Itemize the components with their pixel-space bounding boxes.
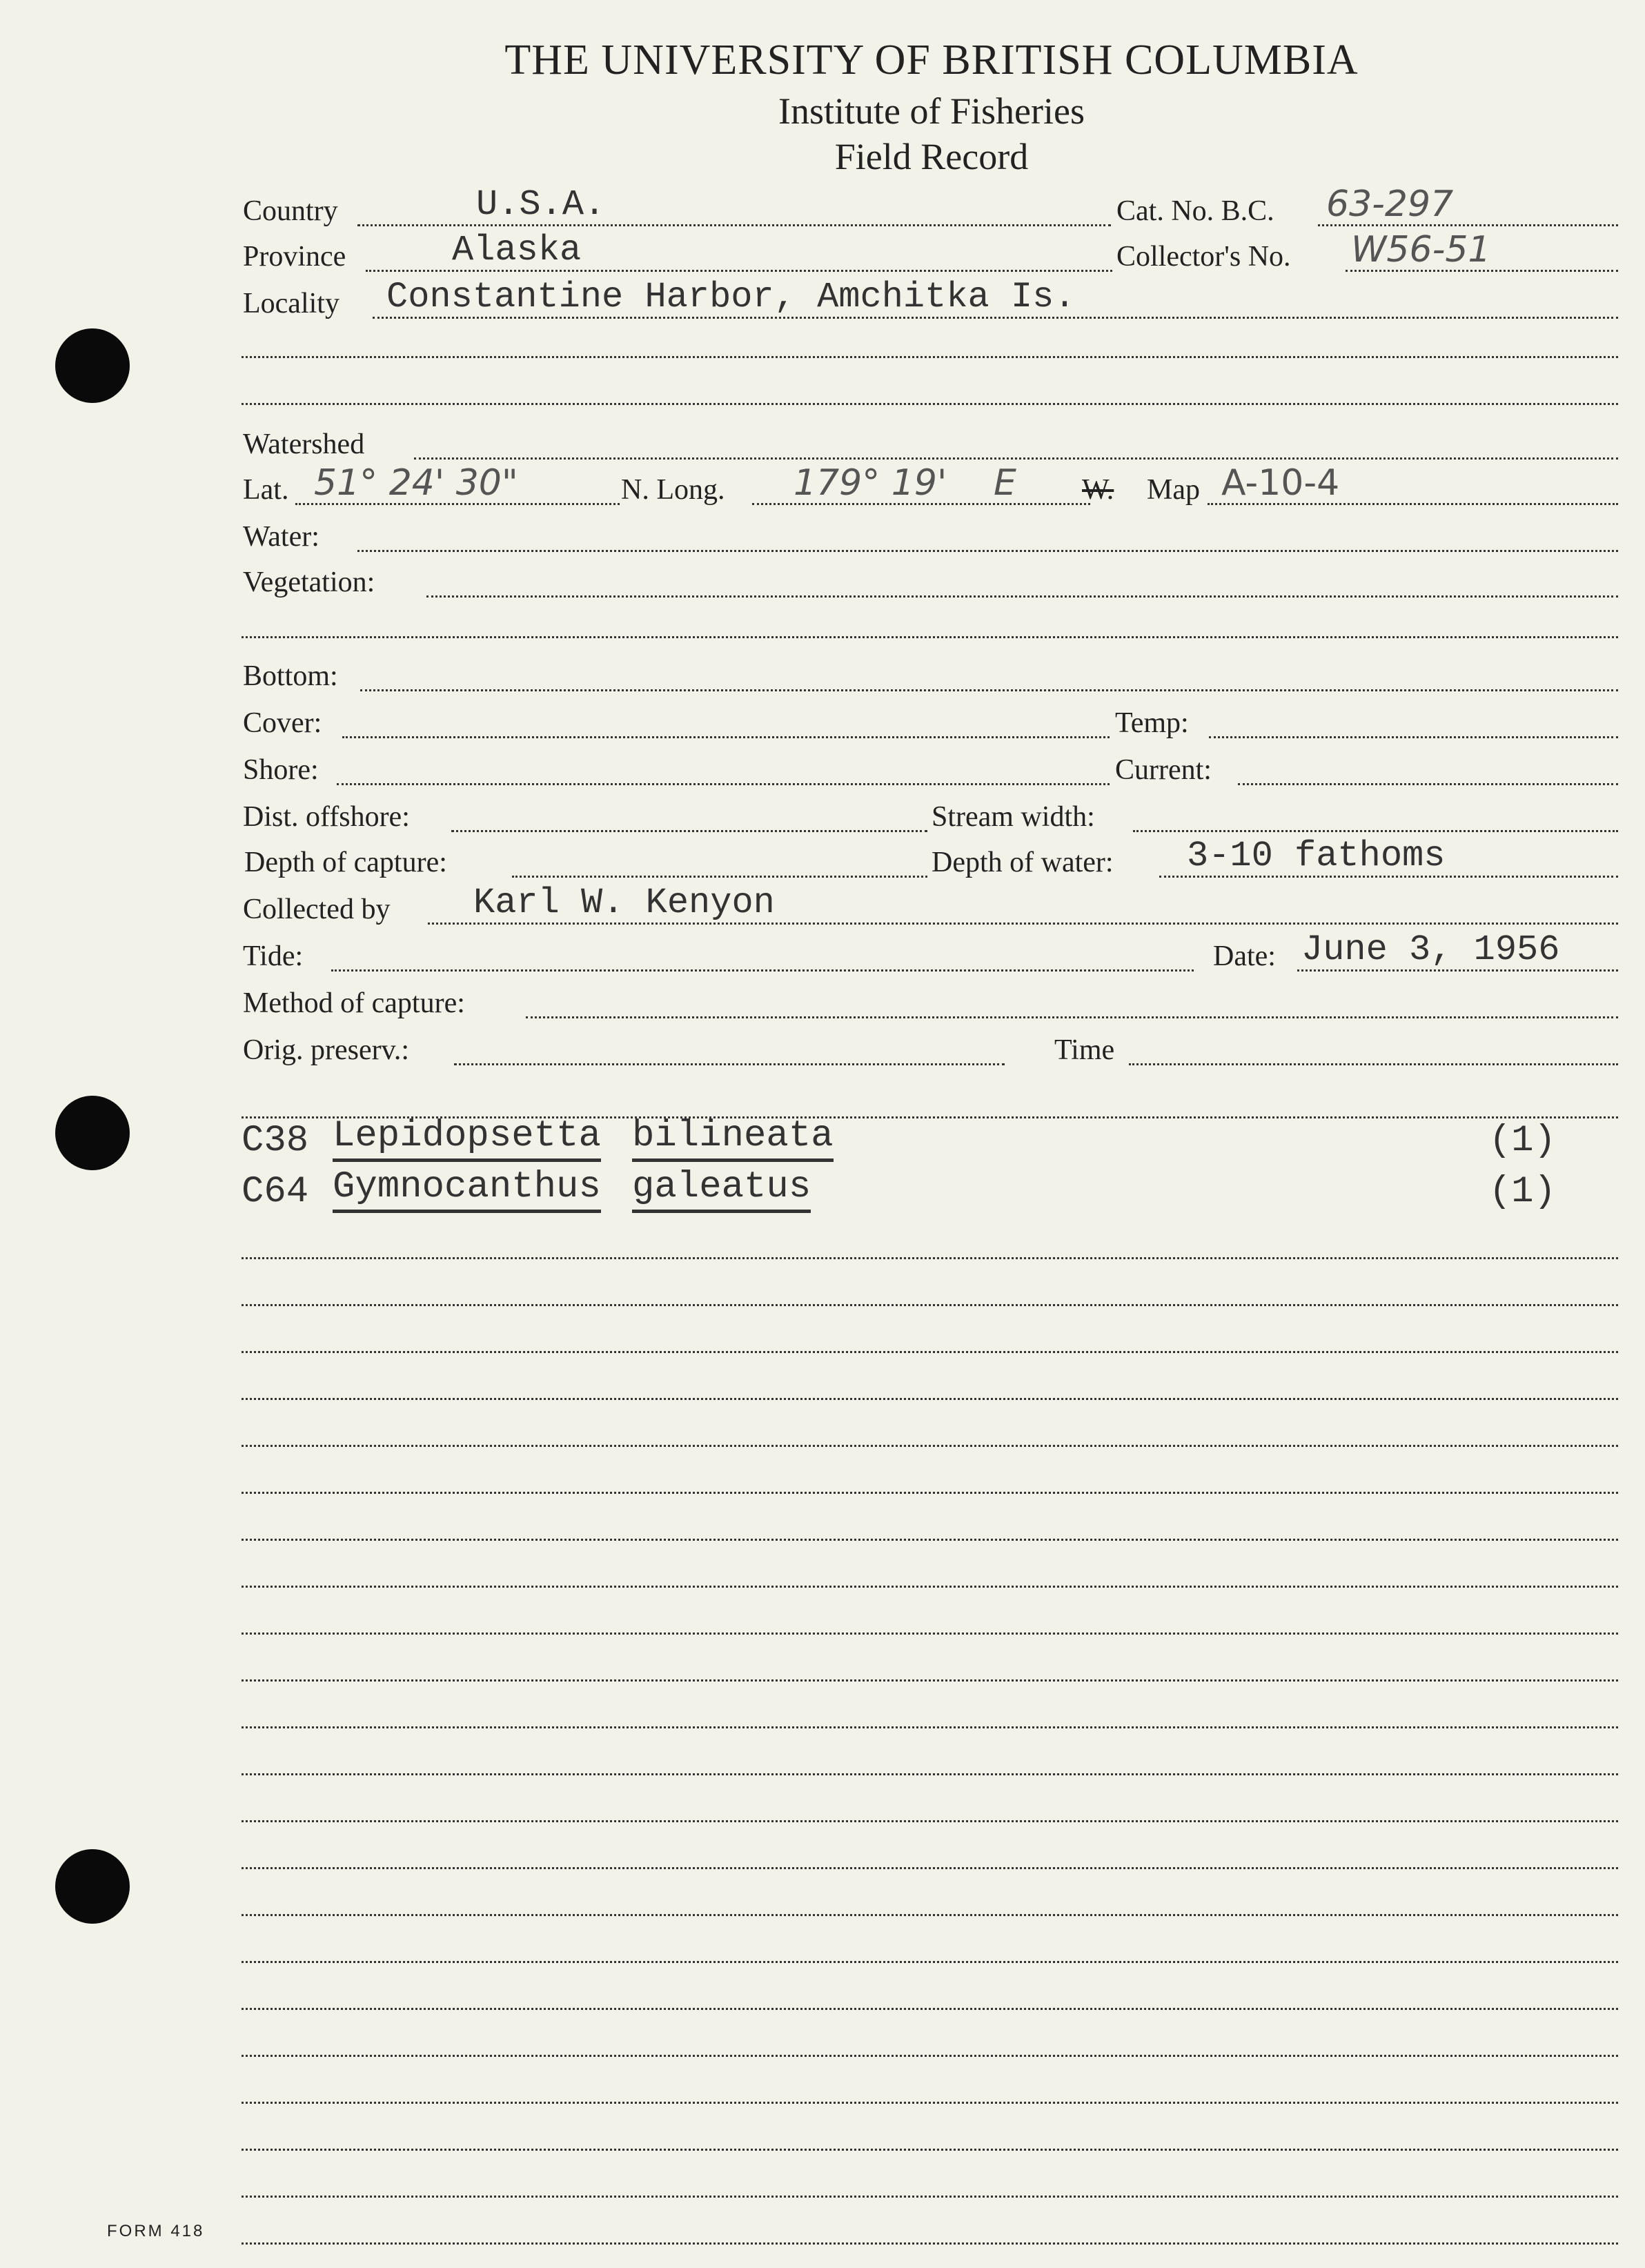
blank-entry-line [242, 1961, 1618, 1963]
country-value: U.S.A. [476, 184, 606, 225]
specimen-count: (1) [1488, 1171, 1556, 1213]
specimen-species: galeatus [632, 1166, 811, 1213]
vegetation-label: Vegetation: [243, 566, 375, 598]
current-label: Current: [1115, 754, 1212, 786]
blank-entry-line [242, 2149, 1618, 2151]
cover-label: Cover: [243, 707, 322, 739]
locality-blank-line-1 [242, 356, 1618, 358]
depth-capture-label: Depth of capture: [244, 847, 447, 878]
collected-by-label: Collected by [243, 894, 391, 925]
specimen-count: (1) [1488, 1120, 1556, 1162]
cat-no-label: Cat. No. B.C. [1116, 195, 1274, 227]
university-title: THE UNIVERSITY OF BRITISH COLUMBIA [504, 37, 1359, 83]
specimen-genus: Gymnocanthus [333, 1166, 601, 1213]
bottom-label: Bottom: [243, 660, 338, 692]
binder-hole-middle [55, 1096, 130, 1170]
blank-entry-line [242, 1257, 1618, 1259]
long-value: 179° 19' [794, 462, 947, 504]
specimen-row [242, 1115, 1618, 1167]
w-label: W. [1082, 474, 1114, 506]
form-number: FORM 418 [107, 2222, 205, 2240]
date-label: Date: [1213, 940, 1276, 972]
blank-entry-line [242, 1492, 1618, 1494]
vegetation-blank-line [242, 636, 1618, 638]
blank-entry-line [242, 2055, 1618, 2057]
locality-value: Constantine Harbor, Amchitka Is. [386, 277, 1076, 317]
blank-entry-line [242, 1351, 1618, 1353]
blank-entry-line [242, 1398, 1618, 1400]
blank-entry-line [242, 1586, 1618, 1588]
dist-offshore-label: Dist. offshore: [243, 801, 410, 833]
row-locality [242, 269, 1618, 324]
depth-water-value: 3-10 fathoms [1187, 836, 1446, 876]
blank-entry-line [242, 1445, 1618, 1447]
orig-preserv-label: Orig. preserv.: [243, 1034, 410, 1066]
cat-no-value: 63-297 [1326, 184, 1454, 225]
blank-entry-line [242, 1304, 1618, 1306]
specimen-code: C64 [242, 1171, 309, 1213]
orig-preserv-dots [454, 1063, 1005, 1065]
depth-water-label: Depth of water: [932, 847, 1114, 878]
specimen-code: C38 [242, 1120, 309, 1162]
province-label: Province [243, 241, 346, 273]
collectors-no-value: W56-51 [1351, 229, 1491, 270]
blank-entry-line [242, 2242, 1618, 2245]
country-label: Country [243, 195, 338, 227]
lat-label: Lat. [243, 474, 289, 506]
time-dots [1129, 1063, 1618, 1065]
blank-entry-line [242, 1633, 1618, 1635]
time-label: Time [1054, 1034, 1115, 1066]
row-orig-preserv [242, 1016, 1618, 1071]
blank-entry-line [242, 2196, 1618, 2198]
institute-title: Institute of Fisheries [778, 90, 1085, 132]
shore-label: Shore: [243, 754, 319, 786]
specimen-species: bilineata [632, 1115, 834, 1162]
watershed-label: Watershed [243, 428, 365, 460]
long-dir-value: E [994, 462, 1016, 504]
map-label: Map [1147, 474, 1200, 506]
blank-entry-line [242, 1539, 1618, 1541]
specimen-row [242, 1166, 1618, 1219]
stream-width-label: Stream width: [932, 801, 1095, 833]
method-label: Method of capture: [243, 987, 465, 1019]
blank-entry-line [242, 1867, 1618, 1869]
map-value: A-10-4 [1221, 462, 1340, 504]
blank-entry-line [242, 1773, 1618, 1775]
collectors-no-label: Collector's No. [1116, 241, 1291, 273]
tide-label: Tide: [243, 940, 304, 972]
locality-blank-line-2 [242, 403, 1618, 405]
record-title: Field Record [834, 136, 1029, 177]
temp-label: Temp: [1115, 707, 1189, 739]
blank-entry-line [242, 2102, 1618, 2104]
row-vegetation [242, 548, 1618, 603]
blank-entry-line [242, 2008, 1618, 2010]
lat-value: 51° 24' 30" [314, 462, 518, 504]
water-label: Water: [243, 521, 319, 553]
specimen-genus: Lepidopsetta [333, 1115, 601, 1162]
blank-entry-line [242, 1914, 1618, 1916]
date-value: June 3, 1956 [1301, 929, 1560, 970]
blank-entry-line [242, 1679, 1618, 1682]
blank-entry-line [242, 1820, 1618, 1822]
binder-hole-top [55, 328, 130, 403]
binder-hole-bottom [55, 1849, 130, 1924]
locality-label: Locality [243, 288, 339, 319]
n-long-label: N. Long. [621, 474, 725, 506]
province-value: Alaska [452, 230, 582, 270]
collected-by-value: Karl W. Kenyon [473, 882, 775, 923]
vegetation-dots [426, 595, 1618, 598]
blank-entry-line [242, 1726, 1618, 1728]
